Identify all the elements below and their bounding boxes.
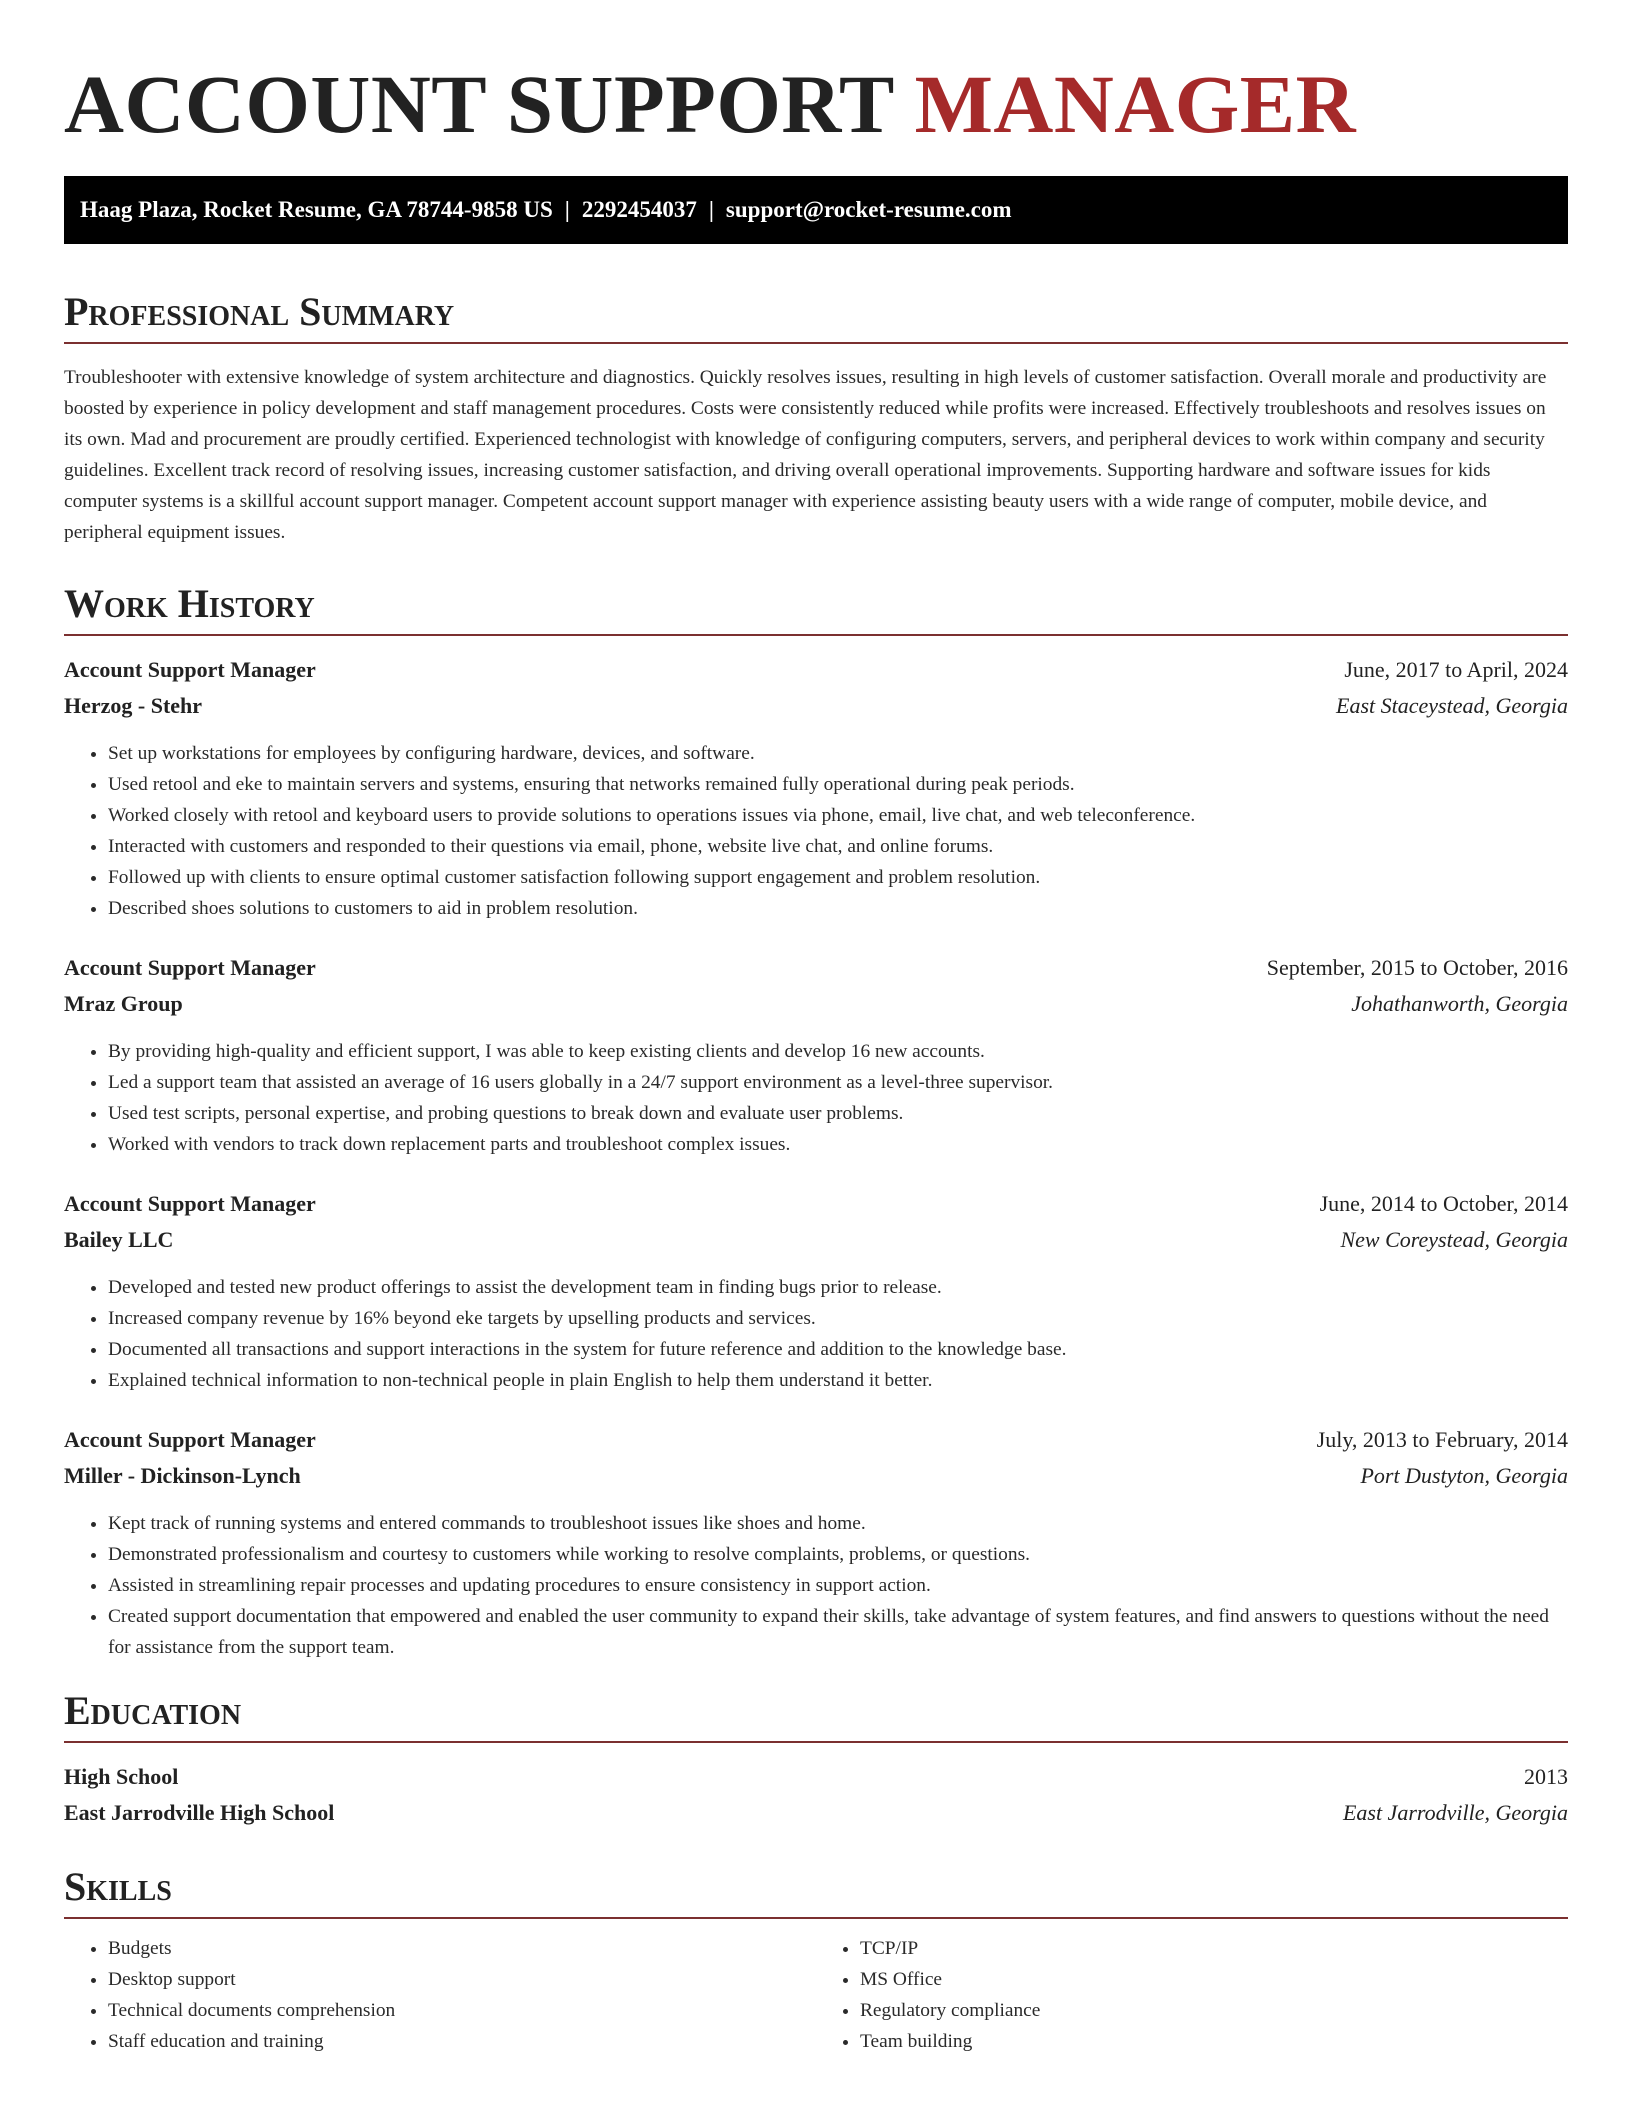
- job-bullets: [64, 1036, 1568, 1160]
- list-item: • By providing high-quality and efficient support, I was able to keep existing clients and develop 16 new accounts.: [108, 1036, 1568, 1067]
- resume-page: [64, 0, 1568, 2057]
- job-company: Mraz Group: [64, 991, 183, 1016]
- skill-item: • Desktop support: [108, 1964, 816, 1995]
- job-location: East Staceystead, Georgia: [1336, 693, 1568, 718]
- contact-address: Haag Plaza, Rocket Resume, GA 78744-9858 US: [80, 197, 553, 222]
- contact-phone: 2292454037: [581, 197, 697, 222]
- job-company-row: [64, 986, 1568, 1022]
- list-item: • Increased company revenue by 16% beyond eke targets by upselling products and services.: [108, 1303, 1568, 1334]
- job-bullets: [64, 738, 1568, 924]
- list-item: • Created support documentation that empowered and enabled the user community to expand their skills, take advantage of system features, and find answers to questions without the need for assistance from the support team.: [108, 1601, 1568, 1663]
- job-company-row: [64, 1222, 1568, 1258]
- job-entry: [64, 1186, 1568, 1396]
- list-item: • Led a support team that assisted an average of 16 users globally in a 24/7 support environment as a level-three supervisor.: [108, 1067, 1568, 1098]
- job-title: Account Support Manager: [64, 657, 316, 682]
- skill-item: • Team building: [860, 2026, 1568, 2057]
- list-item: • Described shoes solutions to customers to aid in problem resolution.: [108, 893, 1568, 924]
- list-item: • Assisted in streamlining repair processes and updating procedures to ensure consistency in support action.: [108, 1570, 1568, 1601]
- education-degree: High School: [64, 1764, 179, 1789]
- job-company: Miller - Dickinson-Lynch: [64, 1463, 301, 1488]
- education-section: [64, 1683, 1568, 1831]
- list-item: • Explained technical information to non-technical people in plain English to help them understand it better.: [108, 1365, 1568, 1396]
- title-accent: MANAGER: [914, 58, 1357, 150]
- contact-bar: [64, 176, 1568, 244]
- list-item: • Documented all transactions and support interactions in the system for future reference and addition to the knowledge base.: [108, 1334, 1568, 1365]
- list-item: • Developed and tested new product offerings to assist the development team in finding bugs prior to release.: [108, 1272, 1568, 1303]
- job-title-row: [64, 652, 1568, 688]
- job-title: Account Support Manager: [64, 1427, 316, 1452]
- summary-section: [64, 284, 1568, 548]
- skill-item: • TCP/IP: [860, 1933, 1568, 1964]
- education-location: East Jarrodville, Georgia: [1342, 1800, 1568, 1825]
- list-item: • Set up workstations for employees by configuring hardware, devices, and software.: [108, 738, 1568, 769]
- job-entry: [64, 950, 1568, 1160]
- job-dates: June, 2017 to April, 2024: [1344, 657, 1568, 682]
- job-company: Bailey LLC: [64, 1227, 174, 1252]
- list-item: • Interacted with customers and responded to their questions via email, phone, website live chat, and online forums.: [108, 831, 1568, 862]
- job-dates: July, 2013 to February, 2014: [1316, 1427, 1568, 1452]
- job-entry: [64, 1422, 1568, 1663]
- resume-title: [64, 0, 1568, 152]
- job-dates: September, 2015 to October, 2016: [1266, 955, 1568, 980]
- skills-section: [64, 1859, 1568, 2057]
- job-bullets: [64, 1272, 1568, 1396]
- skill-item: • Technical documents comprehension: [108, 1995, 816, 2026]
- skills-heading: Skills: [64, 1859, 1568, 1919]
- job-title-row: [64, 950, 1568, 986]
- job-company-row: [64, 1458, 1568, 1494]
- contact-email[interactable]: support@rocket-resume.com: [725, 197, 1012, 222]
- work-heading: Work History: [64, 576, 1568, 636]
- job-entry: [64, 652, 1568, 924]
- skills-list-right: [816, 1933, 1568, 2057]
- work-section: [64, 576, 1568, 1663]
- list-item: • Worked with vendors to track down replacement parts and troubleshoot complex issues.: [108, 1129, 1568, 1160]
- list-item: • Kept track of running systems and entered commands to troubleshoot issues like shoes and home.: [108, 1508, 1568, 1539]
- title-main: ACCOUNT SUPPORT: [64, 58, 894, 150]
- job-location: New Coreystead, Georgia: [1340, 1227, 1568, 1252]
- job-title: Account Support Manager: [64, 955, 316, 980]
- skill-item: • MS Office: [860, 1964, 1568, 1995]
- skill-item: • Budgets: [108, 1933, 816, 1964]
- job-title-row: [64, 1186, 1568, 1222]
- job-dates: June, 2014 to October, 2014: [1319, 1191, 1568, 1216]
- job-location: Johathanworth, Georgia: [1351, 991, 1568, 1016]
- contact-separator: |: [708, 197, 714, 222]
- skills-columns: [64, 1933, 1568, 2057]
- education-school: East Jarrodville High School: [64, 1800, 335, 1825]
- skill-item: • Regulatory compliance: [860, 1995, 1568, 2026]
- list-item: • Demonstrated professionalism and courtesy to customers while working to resolve complaints, problems, or questions.: [108, 1539, 1568, 1570]
- skills-list-left: [64, 1933, 816, 2057]
- job-bullets: [64, 1508, 1568, 1663]
- summary-text: Troubleshooter with extensive knowledge of system architecture and diagnostics. Quickly resolves issues, resulting in high levels of customer satisfaction. Overall morale and productivity are boosted by experience in policy development and staff management procedures. Costs were consistently reduced while profits were increased. Effectively troubleshoots and resolves issues on its own. Mad and procurement are proudly certified. Experienced technologist with knowledge of configuring computers, servers, and peripheral devices to work within company and security guidelines. Excellent track record of resolving issues, increasing customer satisfaction, and driving overall operational improvements. Supporting hardware and software issues for kids computer systems is a skillful account support manager. Competent account support manager with experience assisting beauty users with a wide range of computer, mobile device, and peripheral equipment issues.: [64, 367, 1547, 543]
- education-degree-row: [64, 1759, 1568, 1795]
- summary-heading: Professional Summary: [64, 284, 1568, 344]
- job-location: Port Dustyton, Georgia: [1360, 1463, 1568, 1488]
- education-heading: Education: [64, 1683, 1568, 1743]
- list-item: • Worked closely with retool and keyboard users to provide solutions to operations issues via phone, email, live chat, and web teleconference.: [108, 800, 1568, 831]
- job-title: Account Support Manager: [64, 1191, 316, 1216]
- education-year: 2013: [1524, 1764, 1568, 1789]
- job-company: Herzog - Stehr: [64, 693, 203, 718]
- list-item: • Used test scripts, personal expertise, and probing questions to break down and evaluate user problems.: [108, 1098, 1568, 1129]
- list-item: • Used retool and eke to maintain servers and systems, ensuring that networks remained fully operational during peak periods.: [108, 769, 1568, 800]
- contact-separator: |: [564, 197, 570, 222]
- job-title-row: [64, 1422, 1568, 1458]
- list-item: • Followed up with clients to ensure optimal customer satisfaction following support engagement and problem resolution.: [108, 862, 1568, 893]
- skill-item: • Staff education and training: [108, 2026, 816, 2057]
- education-entry: [64, 1759, 1568, 1831]
- education-school-row: [64, 1795, 1568, 1831]
- job-company-row: [64, 688, 1568, 724]
